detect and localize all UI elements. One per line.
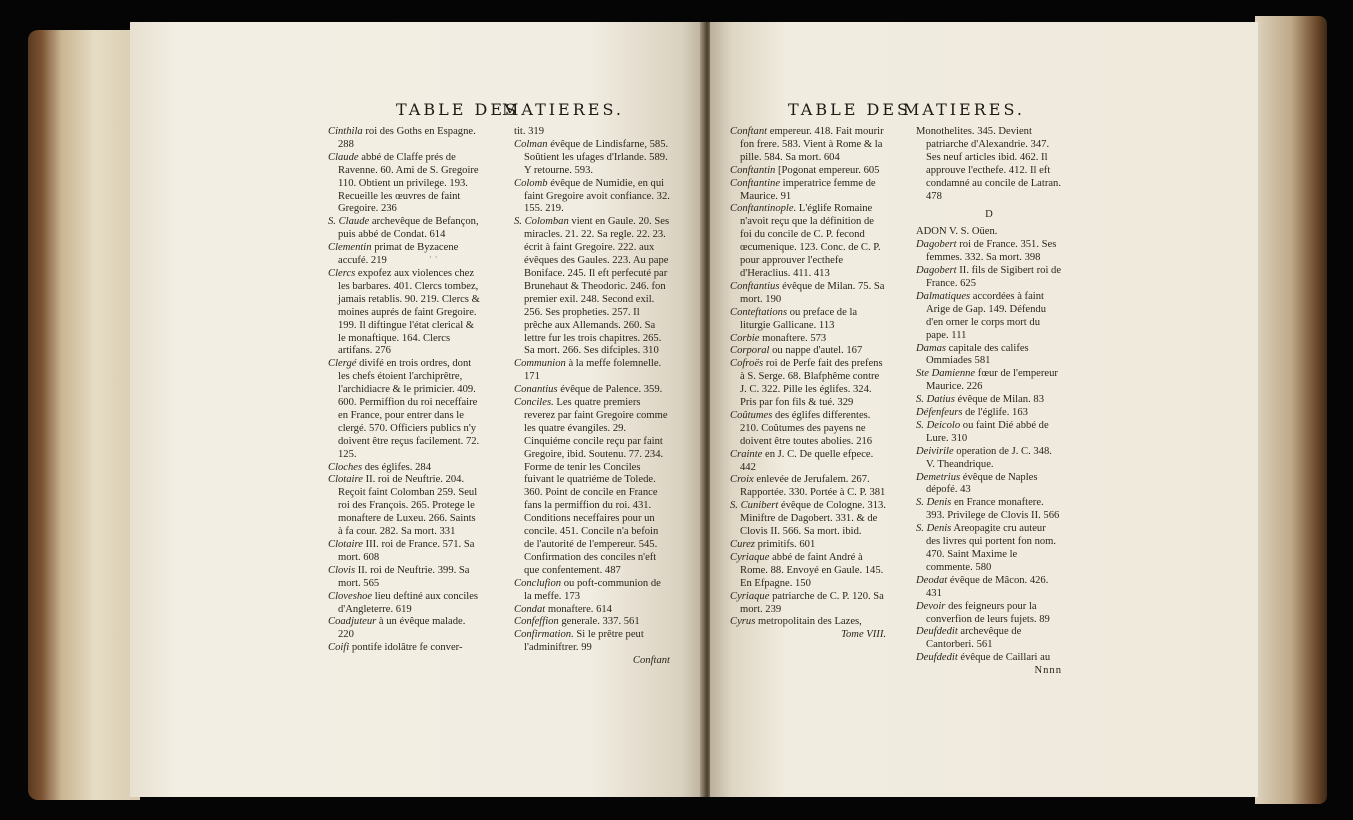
volume-signature: Tome VIII. <box>841 629 886 641</box>
entry-keyword: Deivirile <box>916 445 954 457</box>
entry-keyword: Conclufion <box>514 577 562 589</box>
entry-text: II. fils de Sigibert roi de France. 625 <box>926 265 1062 289</box>
right-column-1 <box>730 126 886 642</box>
index-entry <box>328 126 482 152</box>
entry-text: évêque de Naples dépofé. 43 <box>926 471 1038 496</box>
entry-text: operation de J. C. 348. V. Theandrique. <box>926 445 1052 470</box>
index-entry <box>730 281 886 307</box>
entry-keyword: Conteftations <box>730 306 788 318</box>
index-entry <box>730 449 886 475</box>
entry-keyword: Demetrius <box>916 471 961 483</box>
index-entry <box>916 523 1062 575</box>
entry-keyword: Deodat <box>916 574 948 586</box>
entry-text: abbé de Claffe prés de Ravenne. 60. Ami de S. Gregoire 110. Obtient un privilege. 193. Recueille les œuvres de faint Gregoire. 236 <box>338 151 479 215</box>
entry-keyword: S. Cunibert <box>730 500 779 512</box>
entry-keyword: Crainte <box>730 448 763 460</box>
entry-text: II. roi de Neuftrie. 204. Reçoit faint Colomban 259. Seul roi des François. 265. Protege le monaftere de Luxeu. 266. Saints à fa cour. 282. Sa mort. 331 <box>338 474 478 538</box>
entry-keyword: Défenfeurs <box>916 407 963 419</box>
index-entry <box>916 226 1062 239</box>
index-entry <box>916 291 1062 343</box>
entry-keyword: S. Deicolo <box>916 419 961 431</box>
left-header-2 <box>502 100 624 119</box>
entry-text: évêque de Mâcon. 426. 431 <box>926 574 1049 599</box>
entry-text: archevêque de Cantorberi. 561 <box>926 626 1022 651</box>
entry-text: abbé de faint André à Rome. 88. Envoyé en Gaule. 145. En Efpagne. 150 <box>740 551 884 589</box>
index-entry <box>730 539 886 552</box>
index-entry <box>730 178 886 204</box>
index-entry <box>328 152 482 217</box>
entry-keyword: Dalmatiques <box>916 290 971 302</box>
entry-keyword: Clementin <box>328 242 372 254</box>
entry-text: en France monaftere. 393. Privilege de Clovis II. 566 <box>926 497 1060 522</box>
entry-text: à la meffe folemnelle. 171 <box>524 358 662 383</box>
entry-text: ADON V. S. Oüen. <box>916 226 998 238</box>
entry-keyword: Conftantin <box>730 164 776 176</box>
index-entry <box>514 616 670 629</box>
entry-text: [Pogonat empereur. 605 <box>775 164 880 176</box>
entry-text: primitifs. 601 <box>754 539 816 550</box>
index-entry <box>514 604 670 617</box>
index-entry <box>730 333 886 346</box>
index-entry <box>514 578 670 604</box>
entry-text: capitale des califes Ommiades 581 <box>926 342 1029 367</box>
entry-text: empereur. 418. Fait mourir fon frere. 583. Vient à Rome & la pille. 584. Sa mort. 604 <box>740 126 884 163</box>
entry-text: à un évêque malade. 220 <box>338 616 466 641</box>
index-entry <box>916 343 1062 369</box>
entry-keyword: Croix <box>730 474 754 486</box>
entry-text: generale. 337. 561 <box>558 616 640 628</box>
index-entry <box>328 642 482 655</box>
left-header-part2: MATIERES. <box>502 100 624 119</box>
entry-keyword: Colman <box>514 138 548 150</box>
margin-mark: · · <box>429 253 438 263</box>
index-entry <box>730 126 886 165</box>
entry-text: Areopagite cru auteur des livres qui portent fon nom. 470. Saint Maxime le commente. 580 <box>926 523 1057 573</box>
index-entry <box>730 500 886 539</box>
entry-keyword: Cofroës <box>730 358 764 370</box>
index-entry <box>730 358 886 410</box>
entry-text: ou faint Dié abbé de Lure. 310 <box>926 419 1049 444</box>
index-entry <box>328 462 482 475</box>
entry-keyword: Coûtumes <box>730 409 773 421</box>
entry-text: expofez aux violences chez les barbares. 401. Clercs tombez, jamais retablis. 90. 219. Clercs & moines auprés de faint Gregoire. 199. Il diftingue l'état clerical & le monaftique. 164. Clercs artifans. 276 <box>338 267 480 357</box>
index-entry <box>730 552 886 591</box>
left-column-1 <box>328 126 482 655</box>
entry-keyword: Corbie <box>730 332 760 344</box>
entry-keyword: Cyrus <box>730 616 756 628</box>
index-entry <box>730 307 886 333</box>
entry-keyword: S. Denis <box>916 523 952 535</box>
entry-text: évêque de Palence. 359. <box>557 384 663 396</box>
entry-keyword: Dagobert <box>916 239 957 251</box>
entry-keyword: Conftantinople. <box>730 203 797 215</box>
index-entry <box>514 139 670 178</box>
index-entry <box>916 652 1062 665</box>
index-entry <box>916 575 1062 601</box>
entry-keyword: Clotaire <box>328 474 363 486</box>
index-entry <box>916 239 1062 265</box>
index-entry <box>730 591 886 617</box>
index-entry <box>514 178 670 217</box>
entry-keyword: Cloches <box>328 461 363 473</box>
entry-text: Si le prêtre peut l'adminiftrer. 99 <box>524 629 644 654</box>
entry-keyword: Dagobert <box>916 265 957 277</box>
entry-keyword: Cyriaque <box>730 590 770 602</box>
right-page <box>710 22 1258 797</box>
index-entry <box>328 358 482 461</box>
left-header <box>396 100 519 119</box>
entry-keyword: S. Claude <box>328 216 370 228</box>
entry-keyword: Conftant <box>730 126 768 137</box>
entry-text: archevêque de Befançon, puis abbé de Condat. 614 <box>338 216 479 241</box>
entry-keyword: Cinthila <box>328 126 363 137</box>
index-entry <box>514 216 670 358</box>
index-entry <box>328 591 482 617</box>
entry-text: ou nappe d'autel. 167 <box>769 345 863 357</box>
gathering-signature: Nnnn <box>1034 665 1062 677</box>
entry-keyword: Clercs <box>328 267 356 279</box>
entry-text: évêque de Milan. 83 <box>954 394 1044 406</box>
index-entry <box>730 410 886 449</box>
entry-text: Les quatre premiers reverez par faint Gregoire comme les quatre évangiles. 29. Cinquiéme concile reçu par faint Gregoire, ibid. Soutenu. 77. 234. Forme de tenir les Conciles fuivant le quatriéme de Tolede. 360. Point de concile en France fans la permiffion du roi. 431. Conditions neceffaires pour un concile. 451. Concile n'a befoin de l'autorité de l'empereur. 545. Confirmation des conciles n'eft que confentement. 487 <box>524 397 668 576</box>
left-header-part1: TABLE DES <box>396 100 519 119</box>
entry-text: II. roi de Neuftrie. 399. Sa mort. 565 <box>338 564 470 589</box>
entry-text: évêque de Lindisfarne, 585. Soûtient les ufages d'Irlande. 589. Y retourne. 593. <box>524 138 669 176</box>
index-entry <box>328 539 482 565</box>
index-entry <box>916 420 1062 446</box>
right-header-part1: TABLE DES <box>788 100 911 119</box>
right-header <box>788 100 911 119</box>
entry-text: patriarche de C. P. 120. Sa mort. 239 <box>740 590 884 615</box>
entry-keyword: Coifi <box>328 642 350 654</box>
entry-keyword: Deufdedit <box>916 626 958 638</box>
right-header-part2: MATIERES. <box>903 100 1025 119</box>
entry-text: lieu deftiné aux conciles d'Angleterre. 619 <box>338 590 479 615</box>
index-entry <box>514 358 670 384</box>
entry-keyword: Devoir <box>916 600 946 612</box>
index-entry <box>514 126 670 139</box>
entry-keyword: S. Datius <box>916 394 955 406</box>
right-column-2 <box>916 126 1062 678</box>
index-entry <box>730 474 886 500</box>
entry-keyword: Cloveshoe <box>328 590 373 602</box>
entry-text: pontife idolâtre fe conver- <box>349 642 463 654</box>
entry-text: évêque de Caillari au <box>957 652 1051 664</box>
entry-keyword: S. Colomban <box>514 216 569 228</box>
entry-text: de l'églife. 163 <box>962 407 1028 419</box>
index-entry <box>328 565 482 591</box>
index-entry <box>730 616 886 629</box>
index-entry <box>328 616 482 642</box>
entry-keyword: Clotaire <box>328 539 363 550</box>
entry-keyword: Conciles. <box>514 397 554 409</box>
entry-text: roi des Goths en Espagne. 288 <box>338 126 476 150</box>
section-letter: D <box>985 209 993 221</box>
index-entry <box>730 345 886 358</box>
entry-keyword: Communion <box>514 358 566 370</box>
entry-text: en J. C. De quelle efpece. 442 <box>740 448 874 473</box>
entry-keyword: Claude <box>328 151 359 163</box>
index-entry <box>916 626 1062 652</box>
entry-text: des églifes. 284 <box>362 461 431 473</box>
entry-keyword: Corporal <box>730 345 770 357</box>
index-entry <box>514 629 670 655</box>
index-entry <box>916 407 1062 420</box>
left-column-2 <box>514 126 670 668</box>
entry-keyword: Confeffion <box>514 616 559 628</box>
entry-text: monaftere. 614 <box>545 603 612 615</box>
entry-keyword: Ste Damienne <box>916 368 976 380</box>
index-entry <box>328 216 482 242</box>
entry-keyword: Confirmation. <box>514 629 574 641</box>
entry-text: imperatrice femme de Maurice. 91 <box>740 177 876 202</box>
entry-text: accordées à faint Arige de Gap. 149. Défendu d'en orner le corps mort du pape. 111 <box>926 290 1047 341</box>
entry-text: III. roi de France. 571. Sa mort. 608 <box>338 539 475 563</box>
entry-text: évêque de Numidie, en qui faint Gregoire avoit confiance. 32. 155. 219. <box>524 177 670 215</box>
book-edge-left <box>28 30 140 800</box>
entry-keyword: Conftantius <box>730 280 780 292</box>
entry-text: primat de Byzacene accufé. 219 <box>338 242 459 267</box>
entry-text: monaftere. 573 <box>759 332 827 344</box>
book-edge-right <box>1255 16 1327 804</box>
entry-keyword: Conantius <box>514 384 558 396</box>
index-entry <box>916 472 1062 498</box>
entry-text: évêque de Cologne. 313. Miniftre de Dagobert. 331. & de Clovis II. 566. Sa mort. ibid. <box>740 500 886 538</box>
left-page <box>130 22 705 797</box>
entry-text: metropolitain des Lazes, <box>755 616 862 628</box>
entry-text: des églifes differentes. 210. Coûtumes des payens ne doivent être toutes abolies. 216 <box>740 409 873 447</box>
entry-keyword: Coadjuteur <box>328 616 377 628</box>
entry-text: Monothelites. 345. Devient patriarche d'Alexandrie. 347. Ses neuf articles ibid. 462. Il approuve l'ecthefe. 412. Il eft condamné au concile de Latran. 478 <box>916 126 1062 202</box>
index-entry <box>916 394 1062 407</box>
entry-text: vient en Gaule. 20. Ses miracles. 21. 22. Sa regle. 22. 23. écrit à faint Gregoire. 222. aux évêques des Gaules. 223. Au pape Boniface. 245. Il eft perfecuté par Brunehaut & Theodoric. 246. fon premier exil. 248. Second exil. 256. Ses propheties. 257. Il prêche aux Allemands. 260. Sa lettre fur les trois chapitres. 265. Sa mort. 266. Ses difciples. 310 <box>524 216 670 357</box>
index-entry <box>916 265 1062 291</box>
entry-text: roi de France. 351. Ses femmes. 332. Sa mort. 398 <box>926 239 1057 264</box>
index-entry <box>916 368 1062 394</box>
index-entry <box>916 446 1062 472</box>
right-header-2 <box>903 100 1025 119</box>
entry-text: évêque de Milan. 75. Sa mort. 190 <box>740 280 885 305</box>
entry-keyword: Cyriaque <box>730 551 770 563</box>
entry-text: L'églife Romaine n'avoit reçu que la définition de foi du concile de C. P. fecond œcumenique. 123. Conc. de C. P. pour approuver l'ecthefe d'Heraclius. 411. 413 <box>740 203 881 279</box>
entry-text: des feigneurs pour la converfion de leurs fujets. 89 <box>926 600 1050 625</box>
entry-keyword: Condat <box>514 603 546 615</box>
entry-keyword: Curez <box>730 539 755 550</box>
entry-text: fœur de l'empereur Maurice. 226 <box>926 368 1058 393</box>
entry-text: tit. 319 <box>514 126 545 137</box>
index-entry <box>916 601 1062 627</box>
index-entry <box>916 126 1062 203</box>
entry-text: ou preface de la liturgie Gallicane. 113 <box>740 306 858 331</box>
entry-keyword: Colomb <box>514 177 548 189</box>
entry-keyword: Conftantine <box>730 177 781 189</box>
entry-keyword: Clergé <box>328 358 357 370</box>
index-entry <box>514 384 670 397</box>
index-entry <box>730 203 886 280</box>
index-entry <box>916 497 1062 523</box>
index-entry <box>328 242 482 268</box>
entry-keyword: Clovis <box>328 564 356 576</box>
index-entry <box>328 474 482 539</box>
entry-keyword: S. Denis <box>916 497 952 509</box>
entry-text: enlevée de Jerufalem. 267. Rapportée. 330. Portée à C. P. 381 <box>740 474 886 499</box>
entry-keyword: Damas <box>916 342 947 354</box>
entry-text: roi de Perfe fait des prefens à S. Serge. 68. Blafphême contre J. C. 322. Pille les églifes. 324. Pris par fon fils & tué. 329 <box>740 358 883 409</box>
catchword: Conftant <box>632 655 670 667</box>
index-entry <box>730 165 886 178</box>
index-entry <box>328 268 482 358</box>
index-entry <box>514 397 670 578</box>
entry-text: ou poft-communion de la meffe. 173 <box>524 577 661 602</box>
entry-text: divifé en trois ordres, dont les chefs étoient l'archiprêtre, l'archidiacre & le primicier. 409. 600. Permiffion du roi neceffaire en France, pour entrer dans le clergé. 570. Officiers publics n'y doivent être reçus facilement. 72. 125. <box>338 358 480 460</box>
entry-keyword: Deufdedit <box>916 652 958 664</box>
